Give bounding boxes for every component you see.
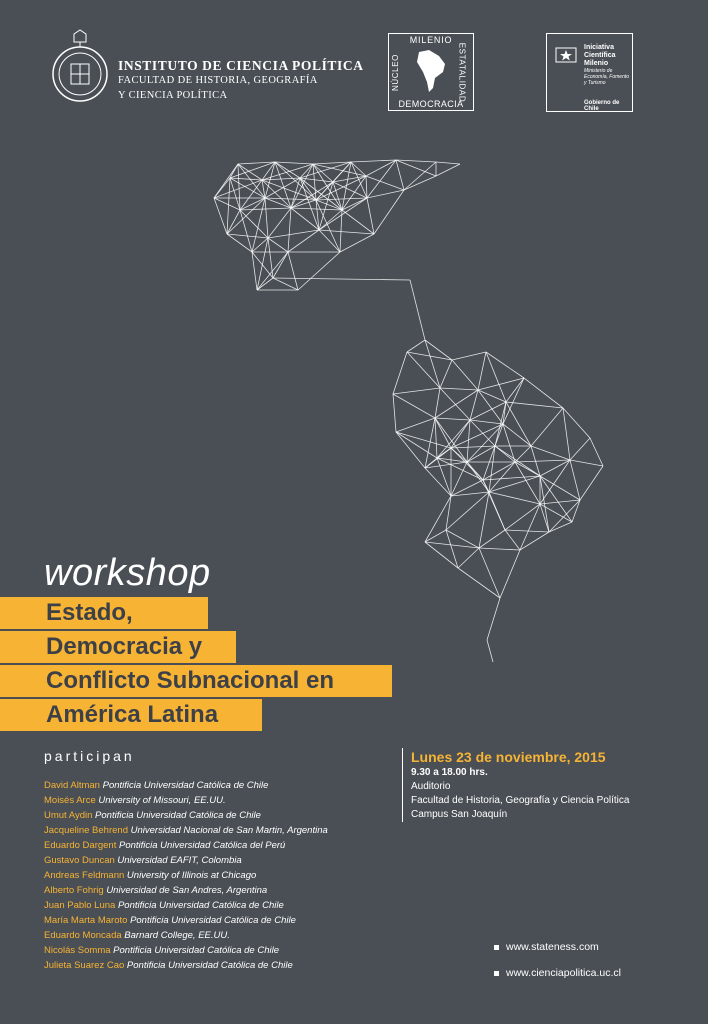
milenio-bottom-text: DEMOCRACIA [398, 99, 464, 109]
list-item: Eduardo Dargent Pontificia Universidad Católica del Perú [44, 840, 286, 851]
stateness-link[interactable]: www.stateness.com [494, 941, 599, 953]
milenio-left-text: NÚCLEO [390, 54, 400, 91]
milenio-top-text: MILENIO [409, 35, 453, 45]
milenio-right-text: ESTATALIDAD [456, 42, 466, 103]
title-line-3: Conflicto Subnacional en [0, 665, 392, 697]
event-time: 9.30 a 18.00 hrs. [411, 767, 488, 778]
list-item: Alberto Fohrig Universidad de San Andres, Argentina [44, 885, 268, 896]
workshop-label: workshop [44, 552, 211, 594]
bullet-square-icon [494, 945, 499, 950]
list-item: Umut Aydin Pontificia Universidad Católica de Chile [44, 810, 261, 821]
list-item: Moisés Arce University of Missouri, EE.UU. [44, 795, 226, 806]
participants-list [44, 778, 328, 973]
title-line-4: América Latina [0, 699, 262, 731]
list-item: Andreas Feldmann University of Illinois at Chicago [44, 870, 257, 881]
institute-title: INSTITUTO DE CIENCIA POLÍTICA [118, 58, 364, 73]
event-info [402, 748, 629, 822]
title-line-1: Estado, [0, 597, 208, 629]
faculty-line-1: FACULTAD DE HISTORIA, GEOGRAFÍA [118, 75, 318, 86]
cienciapolitica-link[interactable]: www.cienciapolitica.uc.cl [494, 967, 621, 979]
chile-coat-of-arms-icon [553, 42, 579, 68]
list-item: Eduardo Moncada Barnard College, EE.UU. [44, 930, 230, 941]
list-item: David Altman Pontificia Universidad Católica de Chile [44, 780, 269, 791]
event-campus: Campus San Joaquín [411, 809, 508, 820]
institute-block [118, 58, 364, 103]
map-silhouette-icon [415, 48, 449, 94]
gobierno-de-chile-logo [546, 33, 633, 112]
faculty-line-2: Y CIENCIA POLÍTICA [118, 90, 228, 101]
event-faculty: Facultad de Historia, Geografía y Ciencia Política [411, 795, 630, 806]
gob-ministry: Ministerio de Economía, Fomento y Turismo [584, 68, 630, 86]
participants-heading: participan [44, 748, 135, 764]
list-item: María Marta Maroto Pontificia Universidad Católica de Chile [44, 915, 296, 926]
nucleo-milenio-logo [388, 33, 474, 111]
list-item: Juan Pablo Luna Pontificia Universidad Católica de Chile [44, 900, 284, 911]
event-venue: Auditorio [411, 781, 451, 792]
title-line-2: Democracia y [0, 631, 236, 663]
list-item: Jacqueline Behrend Universidad Nacional de San Martin, Argentina [44, 825, 328, 836]
event-date: Lunes 23 de noviembre, 2015 [411, 749, 606, 765]
bullet-square-icon [494, 971, 499, 976]
gob-initiative-title: Iniciativa Científica Milenio [584, 44, 616, 67]
list-item: Gustavo Duncan Universidad EAFIT, Colombia [44, 855, 242, 866]
university-crest-logo [50, 28, 110, 108]
list-item: Julieta Suarez Cao Pontificia Universidad Católica de Chile [44, 960, 293, 971]
list-item: Nicolás Somma Pontificia Universidad Católica de Chile [44, 945, 279, 956]
gob-footer: Gobierno de Chile [584, 100, 620, 112]
